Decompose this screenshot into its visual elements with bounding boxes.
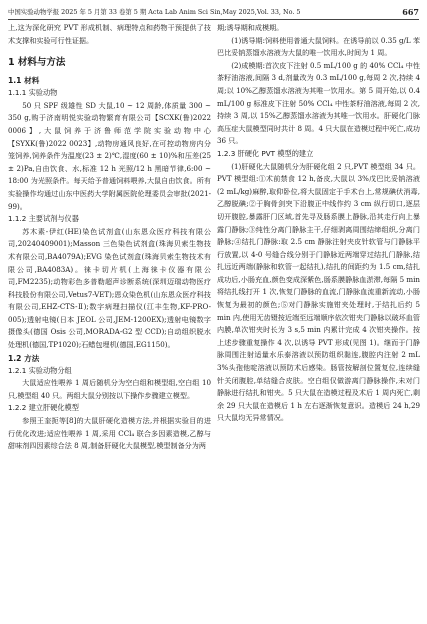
section-1-2-1-heading: 1.2.1 实验动物分组 xyxy=(8,365,72,375)
grouping-paragraph: 大鼠适应性喂养 1 周后随机分为空白组和模型组,空白组 10 只,模型组 40 只。两组大鼠分别按以下操作步骤建立模型。 xyxy=(8,378,211,400)
running-header xyxy=(8,5,419,20)
section-1-1-1-heading: 1.1.1 实验动物 xyxy=(8,88,58,98)
cirrhosis-model-paragraph: 参照王奎扼等[8]的大鼠肝硬化造模方法,并根据实验目的进行优化改进;适应性喂养 1 周,采用 CCl₄ 联合多因素造模,乙醇与甜味剂四因素综合法 8 周,制备肝硬化大鼠模型,模型制备分为两 xyxy=(8,416,211,451)
section-1-1-2-heading: 1.1.2 主要试剂与仪器 xyxy=(8,214,79,224)
section-1-1-heading: 1.1 材料 xyxy=(8,76,40,86)
section-1-heading: 1 材料与方法 xyxy=(8,57,66,69)
induction-paragraph: (1)诱导期:饲料使用普通大鼠饲料。在诱导前以 0.35 g/L 苯巴比妥钠蒸馏水溶液为大鼠的唯一饮用水,时间为 1 周。 xyxy=(217,35,420,58)
journal-header-text: 中国实验动物学报 2025 年 5 月第 33 卷第 5 期 Acta Lab Anim Sci Sin,May 2025,Vol. 33, No. 5 xyxy=(8,8,301,16)
continued-paragraph: 期;诱导期和成模期。 xyxy=(217,23,284,32)
page-number: 667 xyxy=(402,7,419,17)
left-column xyxy=(8,22,211,620)
modeling-paragraph: (2)成模期:首次皮下注射 0.5 mL/100 g 的 40% CCl₄ 中性茶籽油溶液,间隔 3 d,剂量改为 0.3 mL/100 g,每周 2 次,持续 4 周;以 10%乙醇蒸馏水溶液为其唯一饮用水。第 5 周开始,以 0.4 mL/100 g 标准皮下注射 50% CCl₄ 中性茶籽油溶液,每周 2 次,持续 3 周,以 15%乙醇蒸馏水溶液为其唯一饮用水。肝硬化门脉高压症大鼠模型同时共计 8 周。4 只大鼠在造模过程中死亡,成功 36 只。 xyxy=(217,60,420,146)
right-column xyxy=(217,22,420,620)
section-1-2-heading: 1.2 方法 xyxy=(8,353,40,363)
reagents-paragraph: 苏木素-伊红(HE)染色试剂盒(山东恩众医疗科技有限公司,20240409001);Masson 三色染色试剂盒(珠海贝索生物技术有限公司,BA4079A);EVG 染色试剂盒(珠海贝索生物技术有限公司,BA4083A)。徕卡切片机(上海徕卡仪器有限公司,FM2235);动物彩色多普勒超声诊断系统(深圳迈瑞动物医疗科技股份有限公司,Vetus7-VET);恩众染色机(山东恩众医疗科技有限公司,EHZ-CTS-Ⅱ);数字病理扫描仪(江丰生物,KF-PRO-005);透射电镜(日本 JEOL 公司,JEM-1200EX);透射电镜数字摄像头(德国 Osis 公司,MORADA-G2 型 CCD);自动组织脱水处理机(德国,TP1020);石蜡包埋机(德国,EG1150)。 xyxy=(8,226,211,350)
pvt-model-paragraph: (1)肝硬化大鼠随机分为肝硬化组 2 只,PVT 模型组 34 只。PVT 模型组:①术前禁食 12 h,备皮,大鼠以 3%戊巴比妥钠溶液(2 mL/kg)麻醉,取仰卧位,将大鼠固定于手术台上,常规碘伏消毒,乙醇脱碘;②于胸骨剑突下沿腹正中线作约 3 cm 纵行切口,逐层切开腹腔,暴露肝门区域,首先寻及肠系膜上静脉,沿其走行向上暴露门静脉;③纯性分离门静脉主干,仔细剥离周围结缔组织,分离门静脉;④结扎门静脉:取 2.5 cm 静脉注射夹皮针软管与门静脉平行放置,以 4-0 号缝合线分别于门静脉近两端穿过结扎门静脉,结扎远近两端(静脉和软管一起结扎),结扎的间距约为 1.5 cm,结扎成功后,小肠充血,颜色变成深紫色,肠系膜静脉血淤滞,每隔 5 min 将结扎线打开 1 次,恢复门静脉的血流,门静脉血流重新流动,小肠恢复为最初的颜色;⑤对门静脉实施钳夹处理时,于结扎后约 5 min 内,使用无齿镊按近端至远端顺序依次钳夹门静脉以破坏血管内膜,单次钳夹时长为 3 s,5 min 内累计完成 4 次钳夹操作。按上述步骤重复操作 4 次,以诱导 PVT 形成(见图 1)。继而于门静脉周围注射适量水乐泰溶液以预防组织黏连,腹腔内注射 2 mL 3%头孢他啶溶液以预防术后感染。肠管按解剖位置复位,连续缝针关闭腹腔,单结缝合皮肤。空白组仅做游离门静脉操作,未对门静脉进行结扎和钳夹。5 只大鼠在造模过程及术后 1 周内死亡,剩余 29 只大鼠在造模后 1 h 左右逐渐恢复意识。造模后 24 h,29 只大鼠均无异常情况。 xyxy=(217,161,420,423)
section-1-2-3-heading: 1.2.3 肝硬化 PVT 模型的建立 xyxy=(217,148,314,158)
section-1-2-2-heading: 1.2.2 建立肝硬化模型 xyxy=(8,403,79,413)
intro-paragraph: 上,这为深化研究 PVT 形成机制、病理特点和药物干预提供了技术支撑和实验可行性证据。 xyxy=(8,23,211,45)
animals-paragraph: 50 只 SPF 级雄性 SD 大鼠,10 ~ 12 周龄,体质量 300 ~ 350 g,购于济南明悦实验动物繁育有限公司【SCXK(鲁)2022 0006】,大鼠饲养于济鲁师范学院实验动物中心【SYXK(鲁)2022 0023】,动物房通风良好,在可控动物房内分笼饲养,饲养条件为温度(23 ± 2)℃,湿度(60 ± 10)%和压差(25 ± 2)Pa,自由饮食、水,标准 12 h 光照/12 h 黑暗节律,6:00 ~ 18:00 为光照条件。每天给予普通饲料喂养,大鼠自由饮食。所有实验操作均通过山东中医药大学附属医院伦理委员会审批(2021-99)。 xyxy=(8,100,211,211)
